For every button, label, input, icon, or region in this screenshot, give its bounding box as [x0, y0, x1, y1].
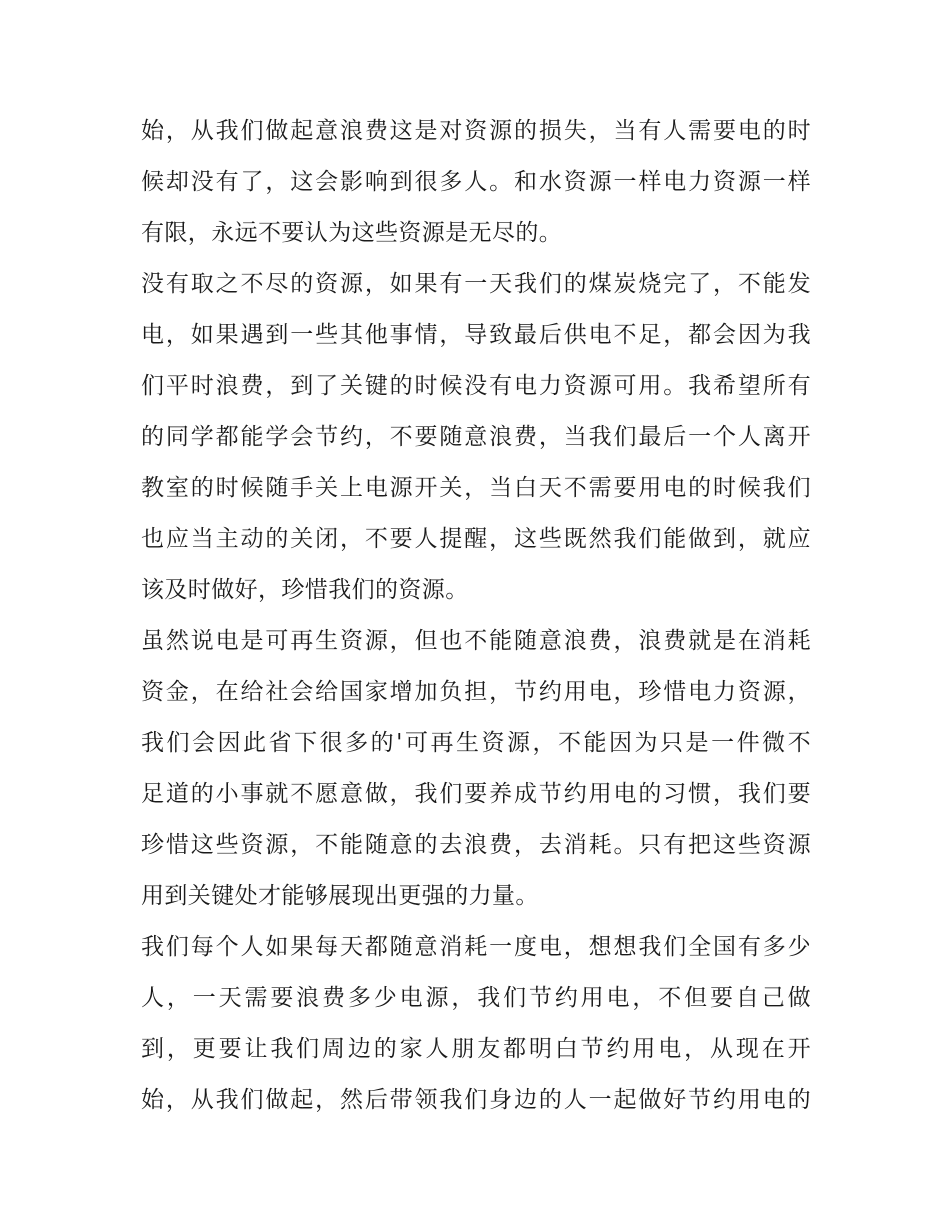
- text-line: 该及时做好，珍惜我们的资源。: [141, 577, 469, 603]
- text-line: 人，一天需要浪费多少电源，我们节约用电，不但要自己做: [141, 985, 811, 1011]
- text-line: 我们每个人如果每天都随意消耗一度电，想想我们全国有多少: [141, 934, 811, 960]
- text-line: 我们会因此省下很多的'可再生资源，不能因为只是一件微不: [141, 730, 811, 756]
- text-line: 也应当主动的关闭，不要人提醒，这些既然我们能做到，就应: [141, 526, 811, 552]
- text-line: 始，从我们做起意浪费这是对资源的损失，当有人需要电的时: [141, 118, 811, 144]
- document-body: [141, 106, 811, 1126]
- text-line: 电，如果遇到一些其他事情，导致最后供电不足，都会因为我: [141, 322, 811, 348]
- text-line: 用到关键处才能够展现出更强的力量。: [141, 883, 539, 909]
- text-line: 珍惜这些资源，不能随意的去浪费，去消耗。只有把这些资源: [141, 832, 811, 858]
- text-line: 资金，在给社会给国家增加负担，节约用电，珍惜电力资源，: [141, 679, 811, 705]
- text-line: 教室的时候随手关上电源开关，当白天不需要用电的时候我们: [141, 475, 811, 501]
- text-line: 始，从我们做起，然后带领我们身边的人一起做好节约用电的: [141, 1087, 811, 1113]
- text-line: 到，更要让我们周边的家人朋友都明白节约用电，从现在开: [141, 1036, 811, 1062]
- text-line: 们平时浪费，到了关键的时候没有电力资源可用。我希望所有: [141, 373, 811, 399]
- text-line: 有限，永远不要认为这些资源是无尽的。: [141, 220, 563, 246]
- text-line: 候却没有了，这会影响到很多人。和水资源一样电力资源一样: [141, 169, 811, 195]
- text-line: 虽然说电是可再生资源，但也不能随意浪费，浪费就是在消耗: [141, 628, 811, 654]
- text-line: 足道的小事就不愿意做，我们要养成节约用电的习惯，我们要: [141, 781, 811, 807]
- text-line: 的同学都能学会节约，不要随意浪费，当我们最后一个人离开: [141, 424, 811, 450]
- text-line: 没有取之不尽的资源，如果有一天我们的煤炭烧完了，不能发: [141, 271, 811, 297]
